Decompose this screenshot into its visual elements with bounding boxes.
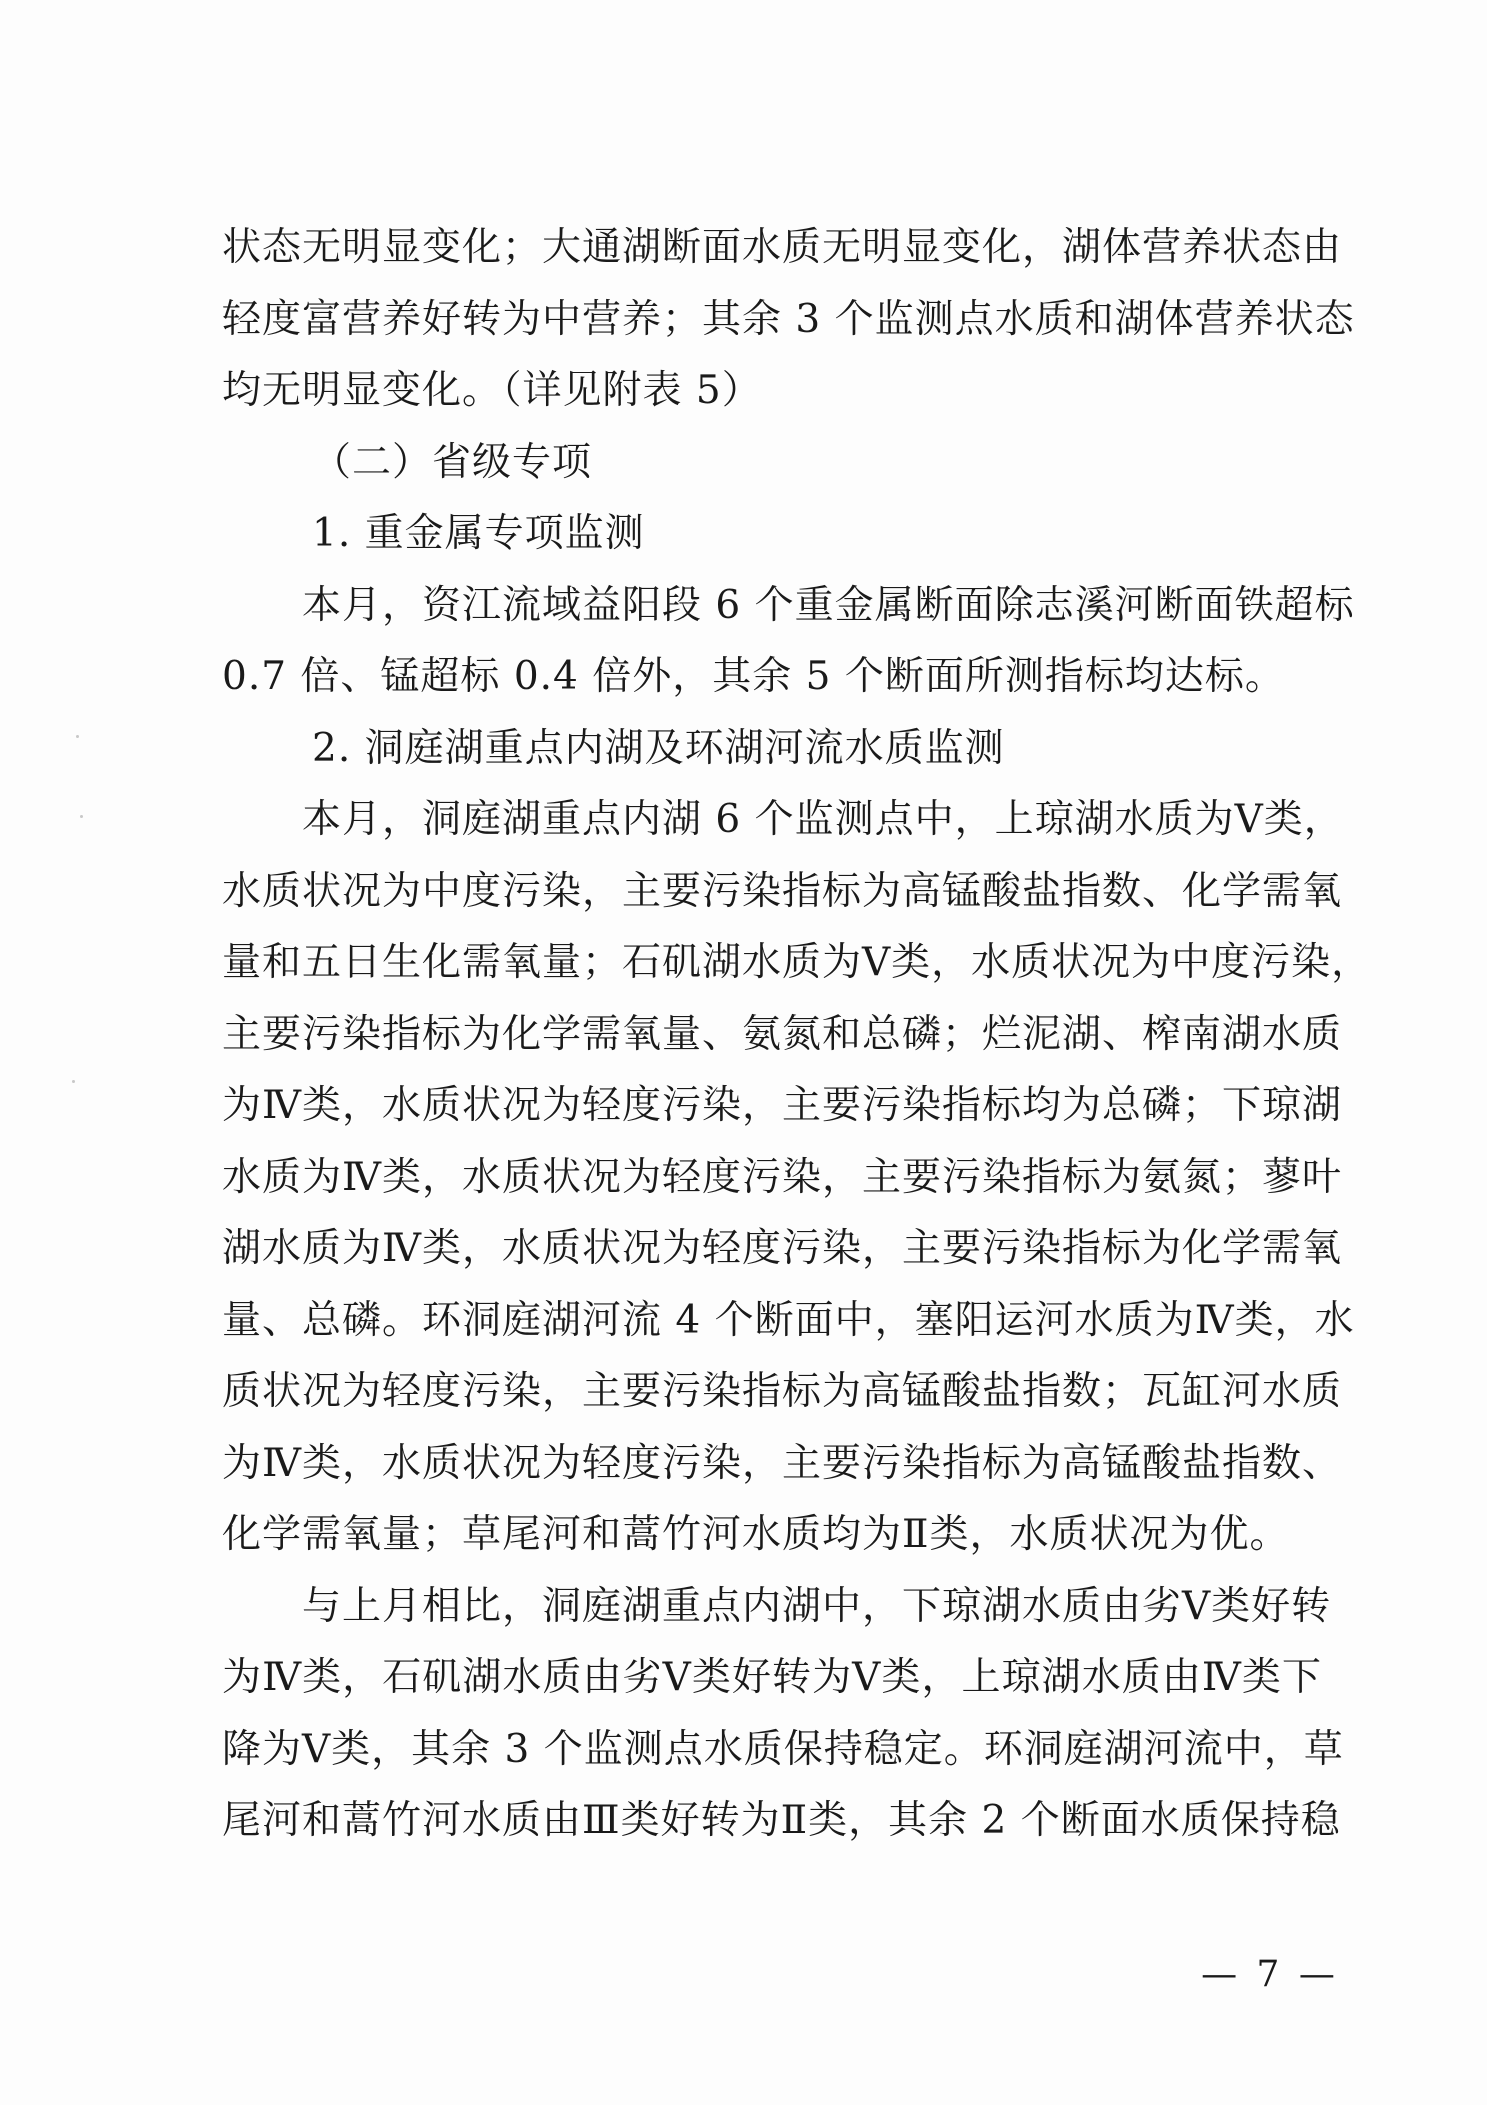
subsection-heading: 2. 洞庭湖重点内湖及环湖河流水质监测	[312, 725, 1005, 771]
document-body	[222, 212, 1372, 1857]
section-heading: （二）省级专项	[312, 439, 593, 485]
text-line: 均无明显变化。（详见附表 5）	[222, 368, 762, 413]
text-line: 轻度富营养好转为中营养；其余 3 个监测点水质和湖体营养状态	[222, 296, 1355, 342]
scan-speck	[80, 815, 83, 818]
text-line: 本月，资江流域益阳段 6 个重金属断面除志溪河断面铁超标	[302, 582, 1355, 628]
text-line: 与上月相比，洞庭湖重点内湖中，下琼湖水质由劣Ⅴ类好转	[302, 1583, 1332, 1629]
scan-speck	[76, 735, 79, 738]
text-line: 水质为Ⅳ类，水质状况为轻度污染，主要污染指标为氨氮；蓼叶	[222, 1154, 1342, 1200]
text-line: 量和五日生化需氧量；石矶湖水质为Ⅴ类，水质状况为中度污染，	[222, 940, 1372, 985]
text-line: 本月，洞庭湖重点内湖 6 个监测点中，上琼湖水质为Ⅴ类，	[302, 797, 1344, 842]
text-line: 降为Ⅴ类，其余 3 个监测点水质保持稳定。环洞庭湖河流中，草	[222, 1726, 1344, 1772]
scan-speck	[72, 1080, 75, 1083]
text-line: 质状况为轻度污染，主要污染指标为高锰酸盐指数；瓦缸河水质	[222, 1369, 1343, 1414]
text-line: 状态无明显变化；大通湖断面水质无明显变化，湖体营养状态由	[222, 225, 1343, 270]
text-line: 水质状况为中度污染，主要污染指标为高锰酸盐指数、化学需氧	[222, 868, 1343, 914]
text-line: 为Ⅳ类，石矶湖水质由劣Ⅴ类好转为Ⅴ类，上琼湖水质由Ⅳ类下	[222, 1655, 1322, 1700]
text-line: 湖水质为Ⅳ类，水质状况为轻度污染，主要污染指标为化学需氧	[222, 1226, 1342, 1271]
subsection-heading: 1. 重金属专项监测	[312, 511, 645, 556]
text-line: 0.7 倍、锰超标 0.4 倍外，其余 5 个断面所测指标均达标。	[222, 654, 1285, 699]
page-number: — 7 —	[1201, 1954, 1339, 1995]
text-line: 为Ⅳ类，水质状况为轻度污染，主要污染指标为高锰酸盐指数、	[222, 1440, 1342, 1486]
text-line: 化学需氧量；草尾河和蒿竹河水质均为Ⅱ类，水质状况为优。	[222, 1512, 1290, 1557]
text-line: 尾河和蒿竹河水质由Ⅲ类好转为Ⅱ类，其余 2 个断面水质保持稳	[222, 1798, 1341, 1843]
text-line: 为Ⅳ类，水质状况为轻度污染，主要污染指标均为总磷；下琼湖	[222, 1083, 1342, 1128]
text-line: 量、总磷。环洞庭湖河流 4 个断面中，塞阳运河水质为Ⅳ类，水	[222, 1297, 1355, 1343]
text-line: 主要污染指标为化学需氧量、氨氮和总磷；烂泥湖、榨南湖水质	[222, 1011, 1343, 1057]
